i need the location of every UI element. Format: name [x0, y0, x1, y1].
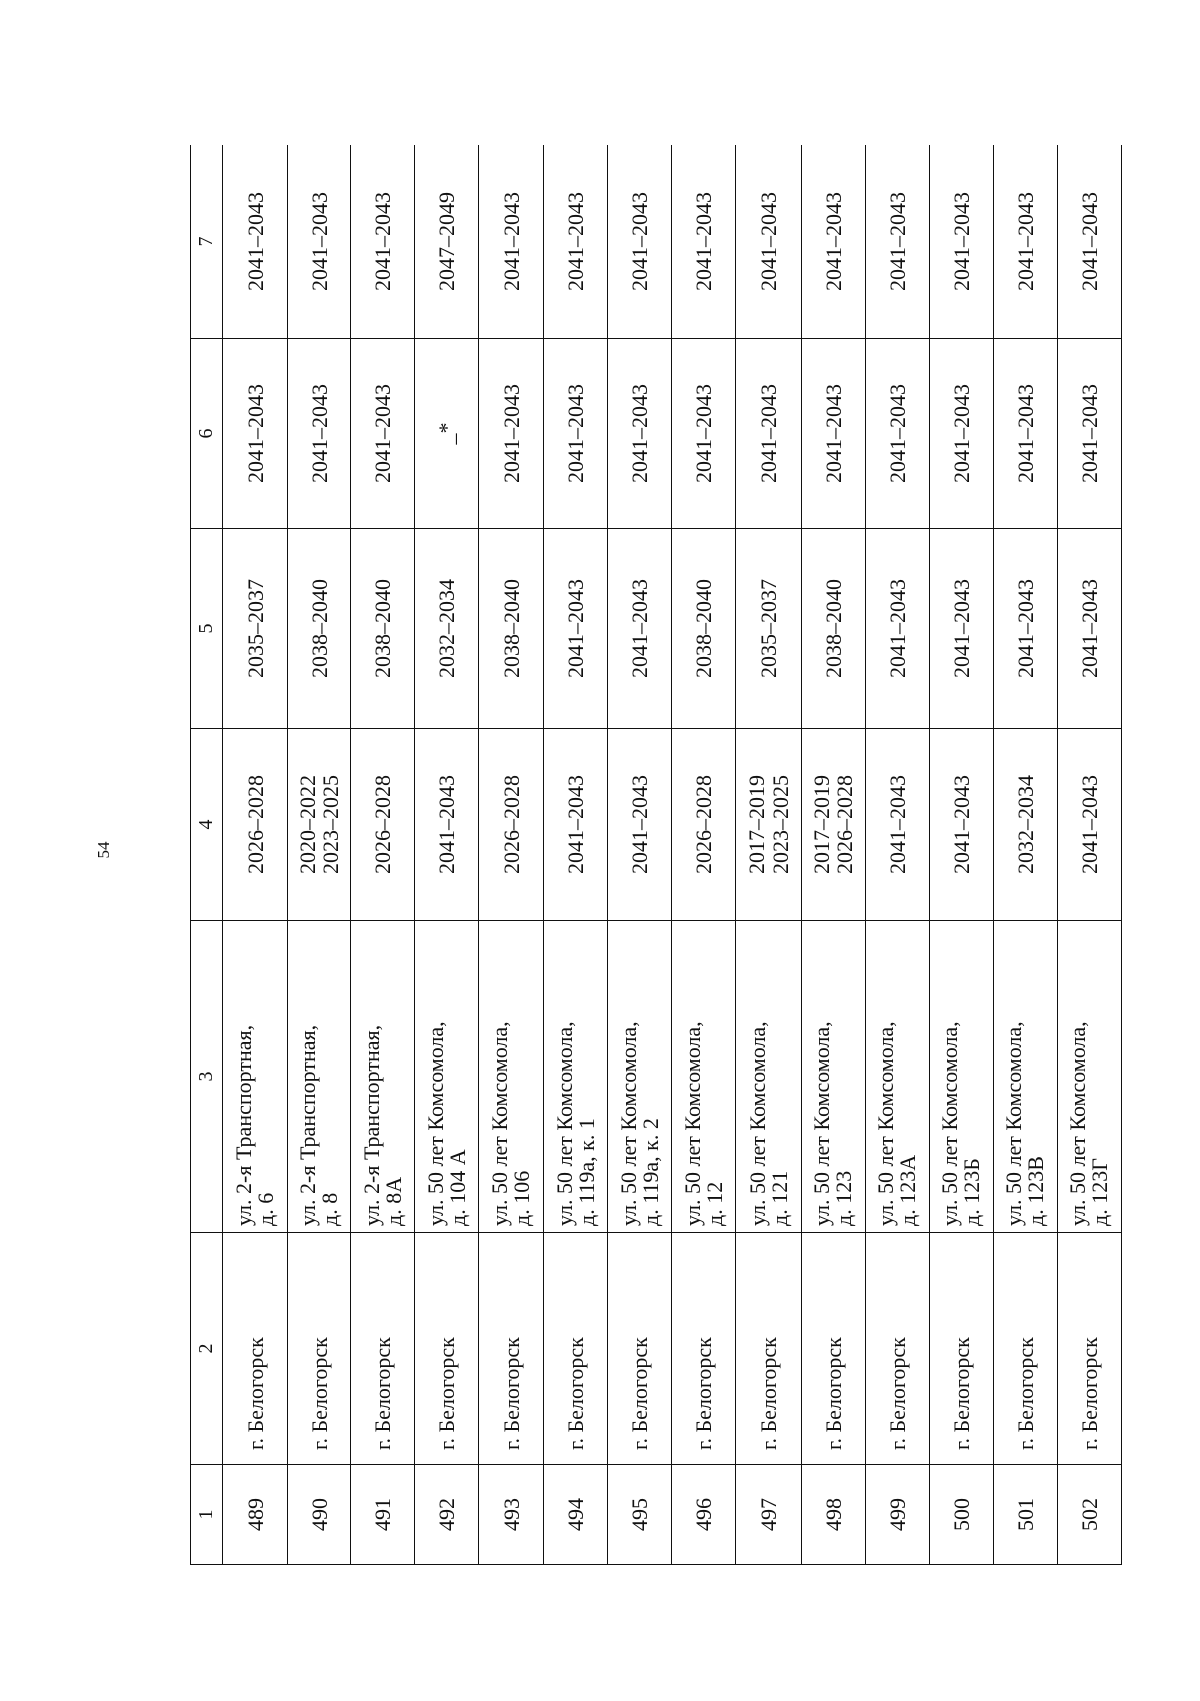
period-cell-5: 2041–2043	[608, 529, 672, 729]
table-row	[672, 145, 736, 1565]
period-cell-7: 2041–2043	[223, 145, 288, 339]
period-cell-4-line: 2023–2025	[318, 775, 344, 874]
period-cell-7: 2041–2043	[608, 145, 672, 339]
period-cell-4-line: 2032–2034	[1012, 775, 1038, 874]
period-cell-4-line: 2017–2019	[744, 775, 770, 874]
period-cell-4	[415, 729, 479, 921]
table-row	[865, 145, 929, 1565]
period-cell-5: 2041–2043	[865, 529, 929, 729]
period-cell-4-line: 2041–2043	[627, 775, 653, 874]
period-cell-6: 2041–2043	[672, 339, 736, 529]
address-cell	[736, 921, 801, 1233]
city-cell: г. Белогорск	[736, 1233, 801, 1465]
period-cell-7: 2041–2043	[865, 145, 929, 339]
header-cell: 5	[191, 529, 223, 729]
address-cell-line: ул. 50 лет Комсомола,	[873, 1021, 899, 1226]
city-cell: г. Белогорск	[223, 1233, 288, 1465]
table-body	[223, 145, 1122, 1565]
address-cell-line: ул. 50 лет Комсомола,	[809, 1021, 835, 1226]
address-cell-line: д. 123В	[1023, 1156, 1049, 1226]
period-cell-6: _*	[415, 339, 479, 529]
address-cell	[223, 921, 288, 1233]
period-cell-5: 2035–2037	[223, 529, 288, 729]
period-cell-7: 2041–2043	[351, 145, 415, 339]
address-cell-line: д. 8	[317, 1192, 343, 1226]
address-cell-line: ул. 50 лет Комсомола,	[422, 1021, 448, 1226]
period-cell-4-line: 2041–2043	[434, 775, 460, 874]
city-cell: г. Белогорск	[1057, 1233, 1121, 1465]
period-cell-7: 2047–2049	[415, 145, 479, 339]
period-cell-6: 2041–2043	[801, 339, 865, 529]
row-number-cell: 497	[736, 1465, 801, 1565]
address-cell-line: ул. 50 лет Комсомола,	[615, 1021, 641, 1226]
period-cell-6: 2041–2043	[993, 339, 1057, 529]
period-cell-6: 2041–2043	[929, 339, 993, 529]
header-row	[191, 145, 223, 1565]
period-cell-4	[351, 729, 415, 921]
period-cell-7: 2041–2043	[736, 145, 801, 339]
table-row	[929, 145, 993, 1565]
period-cell-5: 2041–2043	[993, 529, 1057, 729]
city-cell: г. Белогорск	[415, 1233, 479, 1465]
address-cell	[415, 921, 479, 1233]
period-cell-4	[929, 729, 993, 921]
address-cell-line: д. 123Б	[959, 1158, 985, 1226]
address-cell-line: ул. 2-я Транспортная,	[358, 1024, 384, 1226]
table-row	[608, 145, 672, 1565]
period-cell-5: 2032–2034	[415, 529, 479, 729]
row-number-cell: 500	[929, 1465, 993, 1565]
address-cell-line: д. 119а, к. 1	[573, 1118, 599, 1226]
table-row	[288, 145, 351, 1565]
row-number-cell: 502	[1057, 1465, 1121, 1565]
address-cell	[801, 921, 865, 1233]
header-cell: 6	[191, 339, 223, 529]
row-number-cell: 491	[351, 1465, 415, 1565]
address-cell-line: д. 121	[766, 1170, 792, 1226]
address-cell	[288, 921, 351, 1233]
address-cell-line: ул. 50 лет Комсомола,	[1065, 1021, 1091, 1226]
period-cell-4-line: 2026–2028	[242, 775, 268, 874]
period-cell-4-line: 2041–2043	[1076, 775, 1102, 874]
table-row	[351, 145, 415, 1565]
period-cell-4	[801, 729, 865, 921]
city-cell: г. Белогорск	[929, 1233, 993, 1465]
period-cell-7: 2041–2043	[544, 145, 608, 339]
table-frame	[190, 145, 1122, 1565]
period-cell-4	[544, 729, 608, 921]
row-number-cell: 492	[415, 1465, 479, 1565]
period-cell-4	[479, 729, 544, 921]
period-cell-4-line: 2026–2028	[370, 775, 396, 874]
address-cell-line: ул. 2-я Транспортная,	[295, 1024, 321, 1226]
address-cell-line: д. 123А	[895, 1154, 921, 1226]
address-cell-line: ул. 2-я Транспортная,	[231, 1024, 257, 1226]
address-cell-line: д. 123	[831, 1170, 857, 1226]
row-number-cell: 489	[223, 1465, 288, 1565]
period-cell-7: 2041–2043	[929, 145, 993, 339]
period-cell-7: 2041–2043	[288, 145, 351, 339]
table-rotation-wrapper	[190, 145, 1122, 1565]
period-cell-6: 2041–2043	[544, 339, 608, 529]
city-cell: г. Белогорск	[608, 1233, 672, 1465]
row-number-cell: 501	[993, 1465, 1057, 1565]
row-number-cell: 490	[288, 1465, 351, 1565]
period-cell-5: 2041–2043	[1057, 529, 1121, 729]
address-cell	[929, 921, 993, 1233]
period-cell-5: 2041–2043	[929, 529, 993, 729]
table-row	[415, 145, 479, 1565]
period-cell-7: 2041–2043	[672, 145, 736, 339]
period-cell-4	[288, 729, 351, 921]
row-number-cell: 495	[608, 1465, 672, 1565]
address-cell-line: д. 106	[509, 1170, 535, 1226]
period-cell-6: 2041–2043	[479, 339, 544, 529]
address-cell-line: д. 104 А	[444, 1149, 470, 1226]
table-row	[223, 145, 288, 1565]
period-cell-5: 2041–2043	[544, 529, 608, 729]
period-cell-5: 2038–2040	[801, 529, 865, 729]
address-cell-line: ул. 50 лет Комсомола,	[487, 1021, 513, 1226]
period-cell-4-line: 2026–2028	[832, 775, 858, 874]
table-row	[801, 145, 865, 1565]
row-number-cell: 494	[544, 1465, 608, 1565]
row-number-cell: 493	[479, 1465, 544, 1565]
period-cell-5: 2035–2037	[736, 529, 801, 729]
period-cell-6: 2041–2043	[223, 339, 288, 529]
city-cell: г. Белогорск	[288, 1233, 351, 1465]
period-cell-6: 2041–2043	[736, 339, 801, 529]
header-cell: 7	[191, 145, 223, 339]
period-cell-4-line: 2023–2025	[767, 775, 793, 874]
page-number: 54	[94, 841, 113, 859]
period-cell-4-line: 2026–2028	[498, 775, 524, 874]
period-cell-4	[672, 729, 736, 921]
row-number-cell: 499	[865, 1465, 929, 1565]
city-cell: г. Белогорск	[479, 1233, 544, 1465]
address-cell-line: ул. 50 лет Комсомола,	[551, 1021, 577, 1226]
period-cell-4-line: 2017–2019	[809, 775, 835, 874]
period-cell-4	[1057, 729, 1121, 921]
header-cell: 4	[191, 729, 223, 921]
city-cell: г. Белогорск	[865, 1233, 929, 1465]
period-cell-5: 2038–2040	[351, 529, 415, 729]
row-number-cell: 496	[672, 1465, 736, 1565]
period-cell-6: 2041–2043	[1057, 339, 1121, 529]
address-cell-line: ул. 50 лет Комсомола,	[679, 1021, 705, 1226]
address-cell-line: д. 6	[253, 1192, 279, 1226]
address-cell	[1057, 921, 1121, 1233]
period-cell-6: 2041–2043	[865, 339, 929, 529]
address-cell	[865, 921, 929, 1233]
header-cell: 1	[191, 1465, 223, 1565]
table-row	[479, 145, 544, 1565]
period-cell-4-line: 2026–2028	[691, 775, 717, 874]
period-cell-4	[608, 729, 672, 921]
period-cell-6: 2041–2043	[608, 339, 672, 529]
city-cell: г. Белогорск	[993, 1233, 1057, 1465]
period-cell-4-line: 2041–2043	[563, 775, 589, 874]
period-cell-7: 2041–2043	[1057, 145, 1121, 339]
period-cell-4	[993, 729, 1057, 921]
address-cell	[672, 921, 736, 1233]
row-number-cell: 498	[801, 1465, 865, 1565]
period-cell-4-line: 2041–2043	[948, 775, 974, 874]
schedule-table	[190, 145, 1122, 1565]
address-cell-line: д. 123Г	[1087, 1158, 1113, 1226]
period-cell-7: 2041–2043	[801, 145, 865, 339]
address-cell-line: ул. 50 лет Комсомола,	[937, 1021, 963, 1226]
period-cell-4	[223, 729, 288, 921]
address-cell-line: д. 119а, к. 2	[637, 1118, 663, 1226]
period-cell-5: 2038–2040	[479, 529, 544, 729]
period-cell-6: 2041–2043	[351, 339, 415, 529]
table-row	[736, 145, 801, 1565]
city-cell: г. Белогорск	[544, 1233, 608, 1465]
city-cell: г. Белогорск	[801, 1233, 865, 1465]
address-cell	[351, 921, 415, 1233]
period-cell-5: 2038–2040	[672, 529, 736, 729]
city-cell: г. Белогорск	[351, 1233, 415, 1465]
address-cell	[544, 921, 608, 1233]
period-cell-7: 2041–2043	[993, 145, 1057, 339]
address-cell-line: д. 12	[701, 1181, 727, 1226]
address-cell	[479, 921, 544, 1233]
period-cell-7: 2041–2043	[479, 145, 544, 339]
period-cell-4	[736, 729, 801, 921]
address-cell	[993, 921, 1057, 1233]
period-cell-4	[865, 729, 929, 921]
period-cell-4-line: 2020–2022	[295, 775, 321, 874]
period-cell-6: 2041–2043	[288, 339, 351, 529]
address-cell-line: ул. 50 лет Комсомола,	[1001, 1021, 1027, 1226]
address-cell	[608, 921, 672, 1233]
table-row	[544, 145, 608, 1565]
city-cell: г. Белогорск	[672, 1233, 736, 1465]
period-cell-4-line: 2041–2043	[884, 775, 910, 874]
address-cell-line: д. 8А	[380, 1176, 406, 1226]
table-row	[993, 145, 1057, 1565]
period-cell-5: 2038–2040	[288, 529, 351, 729]
table-row	[1057, 145, 1121, 1565]
address-cell-line: ул. 50 лет Комсомола,	[744, 1021, 770, 1226]
header-cell: 3	[191, 921, 223, 1233]
header-cell: 2	[191, 1233, 223, 1465]
